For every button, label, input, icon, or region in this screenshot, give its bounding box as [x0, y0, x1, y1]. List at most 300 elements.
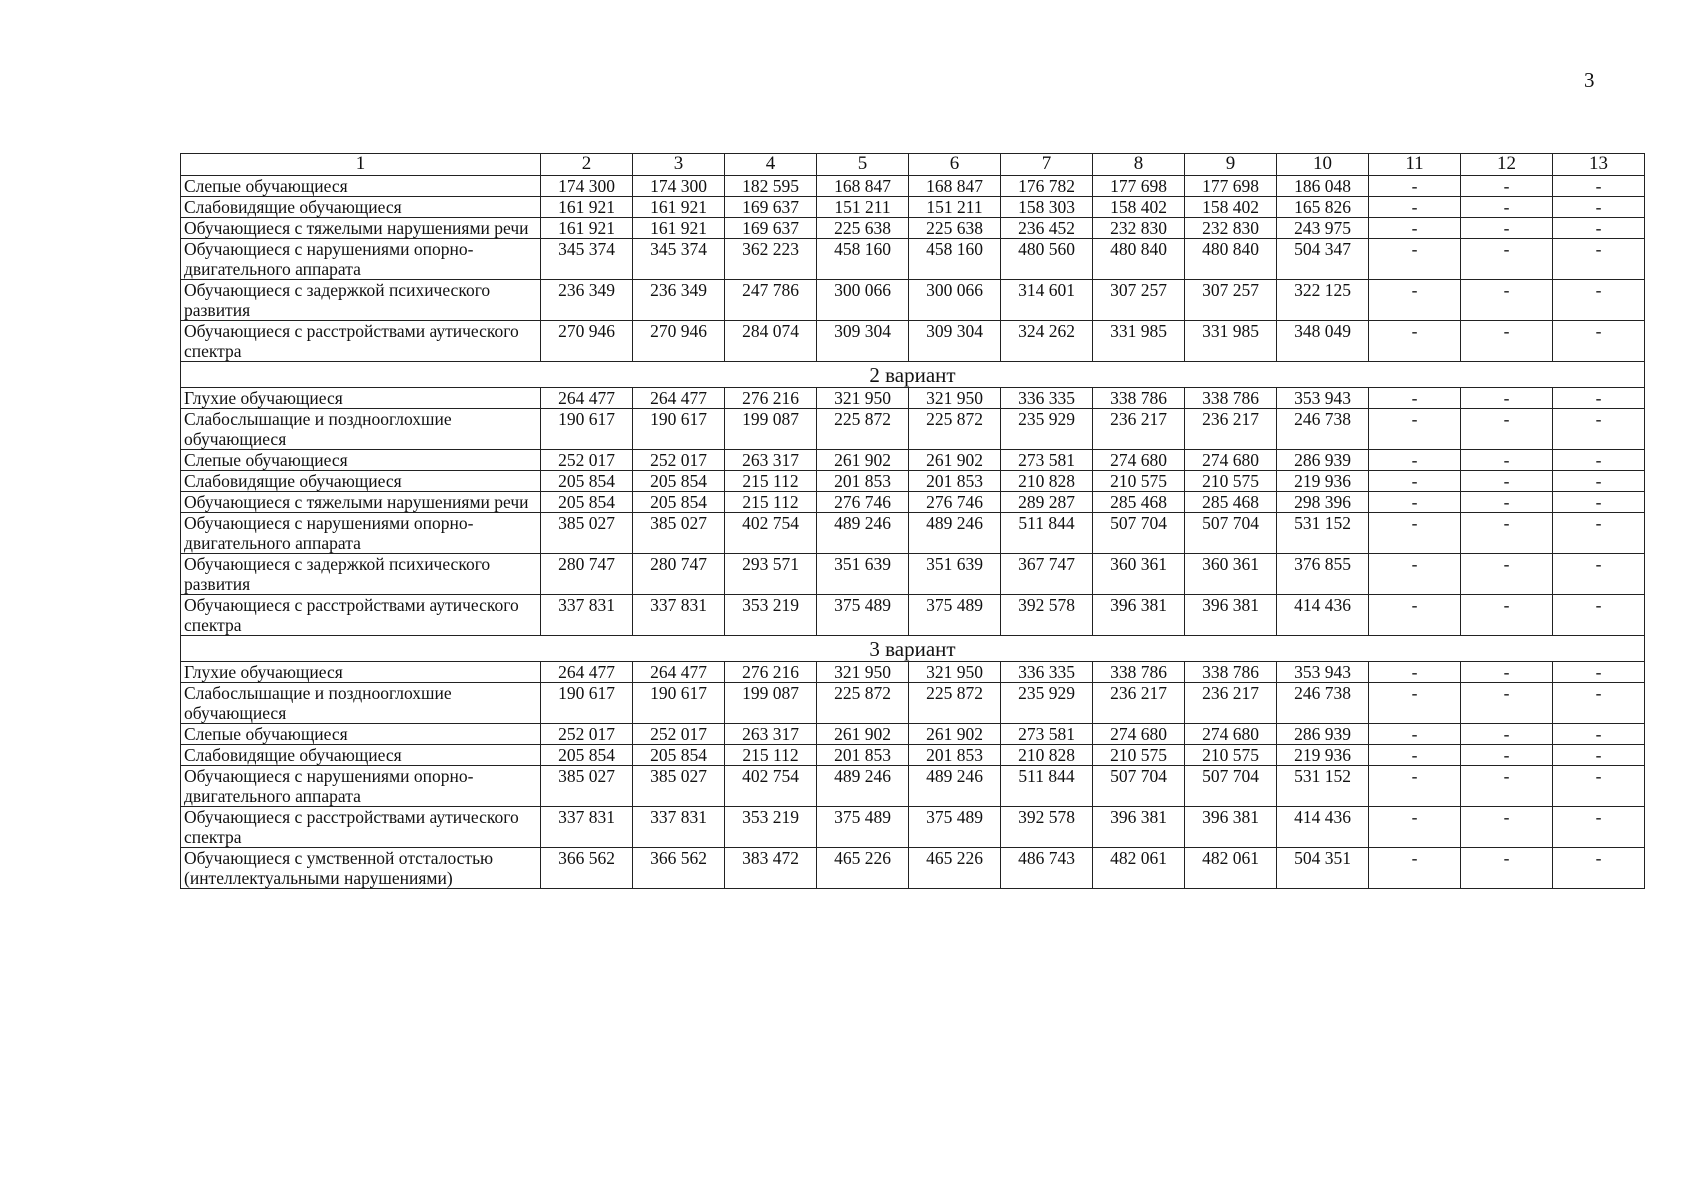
- value-cell: -: [1553, 662, 1645, 683]
- table-row: [181, 683, 1645, 724]
- value-cell: -: [1461, 807, 1553, 848]
- value-cell: 309 304: [817, 321, 909, 362]
- value-cell: -: [1461, 197, 1553, 218]
- value-cell: 531 152: [1277, 513, 1369, 554]
- value-cell: 286 939: [1277, 450, 1369, 471]
- value-cell: 385 027: [541, 766, 633, 807]
- value-cell: 402 754: [725, 513, 817, 554]
- value-cell: -: [1369, 388, 1461, 409]
- table-row: [181, 745, 1645, 766]
- value-cell: -: [1369, 662, 1461, 683]
- value-cell: 252 017: [541, 450, 633, 471]
- value-cell: 276 216: [725, 388, 817, 409]
- value-cell: 375 489: [909, 807, 1001, 848]
- value-cell: 252 017: [541, 724, 633, 745]
- value-cell: 331 985: [1185, 321, 1277, 362]
- value-cell: 225 872: [909, 683, 1001, 724]
- value-cell: 507 704: [1185, 766, 1277, 807]
- value-cell: 300 066: [909, 280, 1001, 321]
- value-cell: 246 738: [1277, 683, 1369, 724]
- table-row: [181, 388, 1645, 409]
- value-cell: -: [1553, 595, 1645, 636]
- funding-table: [180, 153, 1645, 889]
- page-number: 3: [1584, 68, 1595, 92]
- value-cell: 486 743: [1001, 848, 1093, 889]
- value-cell: -: [1369, 848, 1461, 889]
- value-cell: -: [1553, 409, 1645, 450]
- value-cell: -: [1369, 513, 1461, 554]
- value-cell: 151 211: [817, 197, 909, 218]
- value-cell: 482 061: [1093, 848, 1185, 889]
- value-cell: 366 562: [633, 848, 725, 889]
- value-cell: -: [1553, 450, 1645, 471]
- value-cell: 190 617: [633, 683, 725, 724]
- value-cell: 309 304: [909, 321, 1001, 362]
- row-category-name: Слабовидящие обучающиеся: [181, 745, 541, 766]
- row-category-name: Обучающиеся с нарушениями опорно-двигательного аппарата: [181, 513, 541, 554]
- value-cell: 205 854: [541, 492, 633, 513]
- value-cell: -: [1369, 197, 1461, 218]
- value-cell: 252 017: [633, 450, 725, 471]
- table-row: [181, 280, 1645, 321]
- table-row: [181, 766, 1645, 807]
- value-cell: 385 027: [633, 513, 725, 554]
- row-category-name: Обучающиеся с задержкой психического развития: [181, 280, 541, 321]
- value-cell: 293 571: [725, 554, 817, 595]
- value-cell: -: [1461, 683, 1553, 724]
- value-cell: 321 950: [817, 662, 909, 683]
- row-category-name: Обучающиеся с умственной отсталостью (интеллектуальными нарушениями): [181, 848, 541, 889]
- value-cell: 396 381: [1185, 807, 1277, 848]
- section-header-row: [181, 362, 1645, 388]
- value-cell: 235 929: [1001, 683, 1093, 724]
- value-cell: 219 936: [1277, 471, 1369, 492]
- value-cell: 274 680: [1093, 724, 1185, 745]
- row-category-name: Обучающиеся с тяжелыми нарушениями речи: [181, 492, 541, 513]
- value-cell: 205 854: [633, 745, 725, 766]
- value-cell: 274 680: [1185, 724, 1277, 745]
- value-cell: 414 436: [1277, 807, 1369, 848]
- value-cell: 504 351: [1277, 848, 1369, 889]
- header-cell: 13: [1553, 154, 1645, 176]
- value-cell: -: [1461, 745, 1553, 766]
- value-cell: 190 617: [541, 409, 633, 450]
- value-cell: 210 828: [1001, 471, 1093, 492]
- value-cell: -: [1461, 176, 1553, 197]
- value-cell: 396 381: [1185, 595, 1277, 636]
- header-cell: 9: [1185, 154, 1277, 176]
- value-cell: 263 317: [725, 450, 817, 471]
- value-cell: 284 074: [725, 321, 817, 362]
- value-cell: 353 943: [1277, 388, 1369, 409]
- value-cell: 353 219: [725, 595, 817, 636]
- value-cell: -: [1553, 807, 1645, 848]
- value-cell: 396 381: [1093, 595, 1185, 636]
- value-cell: -: [1553, 554, 1645, 595]
- value-cell: 236 217: [1093, 683, 1185, 724]
- value-cell: 321 950: [909, 388, 1001, 409]
- value-cell: 243 975: [1277, 218, 1369, 239]
- value-cell: 225 638: [817, 218, 909, 239]
- value-cell: -: [1369, 554, 1461, 595]
- value-cell: 276 216: [725, 662, 817, 683]
- value-cell: -: [1553, 280, 1645, 321]
- header-row: [181, 154, 1645, 176]
- value-cell: 489 246: [909, 513, 1001, 554]
- value-cell: 402 754: [725, 766, 817, 807]
- table-row: [181, 176, 1645, 197]
- value-cell: -: [1553, 513, 1645, 554]
- value-cell: 337 831: [541, 807, 633, 848]
- table-row: [181, 724, 1645, 745]
- value-cell: 236 349: [541, 280, 633, 321]
- value-cell: 375 489: [909, 595, 1001, 636]
- value-cell: 511 844: [1001, 513, 1093, 554]
- value-cell: -: [1461, 450, 1553, 471]
- value-cell: 161 921: [633, 197, 725, 218]
- value-cell: 480 840: [1093, 239, 1185, 280]
- value-cell: 225 872: [817, 409, 909, 450]
- value-cell: 307 257: [1185, 280, 1277, 321]
- row-category-name: Обучающиеся с нарушениями опорно-двигательного аппарата: [181, 239, 541, 280]
- value-cell: -: [1553, 388, 1645, 409]
- table-header: [181, 154, 1645, 176]
- value-cell: -: [1461, 239, 1553, 280]
- value-cell: -: [1553, 218, 1645, 239]
- value-cell: 236 217: [1185, 409, 1277, 450]
- value-cell: 161 921: [541, 218, 633, 239]
- value-cell: 205 854: [633, 492, 725, 513]
- value-cell: 511 844: [1001, 766, 1093, 807]
- value-cell: 161 921: [541, 197, 633, 218]
- value-cell: -: [1369, 766, 1461, 807]
- value-cell: 199 087: [725, 683, 817, 724]
- value-cell: 338 786: [1185, 662, 1277, 683]
- table-row: [181, 492, 1645, 513]
- row-category-name: Глухие обучающиеся: [181, 388, 541, 409]
- value-cell: -: [1369, 450, 1461, 471]
- value-cell: 270 946: [633, 321, 725, 362]
- value-cell: 158 303: [1001, 197, 1093, 218]
- value-cell: 360 361: [1093, 554, 1185, 595]
- value-cell: 345 374: [541, 239, 633, 280]
- value-cell: 210 575: [1093, 745, 1185, 766]
- value-cell: 274 680: [1185, 450, 1277, 471]
- value-cell: -: [1369, 176, 1461, 197]
- header-cell: 3: [633, 154, 725, 176]
- value-cell: 177 698: [1093, 176, 1185, 197]
- value-cell: 465 226: [909, 848, 1001, 889]
- value-cell: 300 066: [817, 280, 909, 321]
- value-cell: -: [1461, 848, 1553, 889]
- value-cell: 236 217: [1185, 683, 1277, 724]
- value-cell: -: [1369, 492, 1461, 513]
- value-cell: 314 601: [1001, 280, 1093, 321]
- value-cell: 276 746: [817, 492, 909, 513]
- value-cell: 252 017: [633, 724, 725, 745]
- value-cell: 201 853: [817, 745, 909, 766]
- row-category-name: Обучающиеся с расстройствами аутического спектра: [181, 807, 541, 848]
- value-cell: -: [1369, 409, 1461, 450]
- table-row: [181, 848, 1645, 889]
- value-cell: 168 847: [817, 176, 909, 197]
- value-cell: 176 782: [1001, 176, 1093, 197]
- value-cell: 280 747: [541, 554, 633, 595]
- value-cell: -: [1369, 745, 1461, 766]
- value-cell: 263 317: [725, 724, 817, 745]
- section-title: 3 вариант: [181, 636, 1645, 662]
- value-cell: 236 349: [633, 280, 725, 321]
- value-cell: 215 112: [725, 471, 817, 492]
- value-cell: 376 855: [1277, 554, 1369, 595]
- value-cell: -: [1369, 807, 1461, 848]
- value-cell: 215 112: [725, 492, 817, 513]
- value-cell: 366 562: [541, 848, 633, 889]
- table-row: [181, 450, 1645, 471]
- value-cell: 247 786: [725, 280, 817, 321]
- value-cell: 285 468: [1185, 492, 1277, 513]
- value-cell: 331 985: [1093, 321, 1185, 362]
- value-cell: 190 617: [541, 683, 633, 724]
- value-cell: 324 262: [1001, 321, 1093, 362]
- value-cell: 201 853: [909, 471, 1001, 492]
- value-cell: 385 027: [541, 513, 633, 554]
- value-cell: 182 595: [725, 176, 817, 197]
- value-cell: 236 452: [1001, 218, 1093, 239]
- header-cell: 10: [1277, 154, 1369, 176]
- value-cell: 201 853: [909, 745, 1001, 766]
- value-cell: 174 300: [541, 176, 633, 197]
- value-cell: -: [1461, 766, 1553, 807]
- row-category-name: Слабослышащие и позднооглохшие обучающиеся: [181, 683, 541, 724]
- row-category-name: Обучающиеся с расстройствами аутического спектра: [181, 321, 541, 362]
- value-cell: -: [1369, 280, 1461, 321]
- value-cell: 338 786: [1185, 388, 1277, 409]
- value-cell: 174 300: [633, 176, 725, 197]
- value-cell: -: [1553, 683, 1645, 724]
- value-cell: 298 396: [1277, 492, 1369, 513]
- value-cell: -: [1553, 492, 1645, 513]
- row-category-name: Слабовидящие обучающиеся: [181, 197, 541, 218]
- header-cell: 12: [1461, 154, 1553, 176]
- value-cell: 351 639: [909, 554, 1001, 595]
- value-cell: 186 048: [1277, 176, 1369, 197]
- value-cell: -: [1553, 745, 1645, 766]
- value-cell: -: [1461, 280, 1553, 321]
- value-cell: -: [1369, 595, 1461, 636]
- value-cell: -: [1461, 409, 1553, 450]
- value-cell: 489 246: [817, 513, 909, 554]
- value-cell: 168 847: [909, 176, 1001, 197]
- value-cell: -: [1369, 471, 1461, 492]
- table-row: [181, 197, 1645, 218]
- value-cell: -: [1553, 766, 1645, 807]
- value-cell: 225 872: [817, 683, 909, 724]
- value-cell: 232 830: [1093, 218, 1185, 239]
- value-cell: 351 639: [817, 554, 909, 595]
- row-category-name: Обучающиеся с задержкой психического развития: [181, 554, 541, 595]
- header-cell: 4: [725, 154, 817, 176]
- value-cell: 414 436: [1277, 595, 1369, 636]
- value-cell: 392 578: [1001, 595, 1093, 636]
- header-cell: 2: [541, 154, 633, 176]
- value-cell: 336 335: [1001, 662, 1093, 683]
- value-cell: 338 786: [1093, 662, 1185, 683]
- value-cell: 507 704: [1093, 766, 1185, 807]
- value-cell: 353 219: [725, 807, 817, 848]
- value-cell: 225 638: [909, 218, 1001, 239]
- value-cell: 322 125: [1277, 280, 1369, 321]
- value-cell: 165 826: [1277, 197, 1369, 218]
- table-row: [181, 807, 1645, 848]
- header-cell: 11: [1369, 154, 1461, 176]
- value-cell: 480 840: [1185, 239, 1277, 280]
- header-cell: 8: [1093, 154, 1185, 176]
- value-cell: 383 472: [725, 848, 817, 889]
- value-cell: -: [1461, 595, 1553, 636]
- value-cell: -: [1553, 321, 1645, 362]
- value-cell: 274 680: [1093, 450, 1185, 471]
- value-cell: -: [1461, 471, 1553, 492]
- value-cell: 337 831: [633, 807, 725, 848]
- value-cell: 321 950: [817, 388, 909, 409]
- value-cell: -: [1369, 321, 1461, 362]
- value-cell: 151 211: [909, 197, 1001, 218]
- row-category-name: Слабовидящие обучающиеся: [181, 471, 541, 492]
- value-cell: 289 287: [1001, 492, 1093, 513]
- value-cell: 338 786: [1093, 388, 1185, 409]
- table-row: [181, 471, 1645, 492]
- value-cell: 210 575: [1185, 471, 1277, 492]
- row-category-name: Обучающиеся с тяжелыми нарушениями речи: [181, 218, 541, 239]
- value-cell: 210 575: [1093, 471, 1185, 492]
- value-cell: 392 578: [1001, 807, 1093, 848]
- header-cell: 5: [817, 154, 909, 176]
- value-cell: 531 152: [1277, 766, 1369, 807]
- value-cell: 169 637: [725, 197, 817, 218]
- value-cell: -: [1461, 554, 1553, 595]
- value-cell: -: [1369, 239, 1461, 280]
- value-cell: 264 477: [633, 662, 725, 683]
- row-category-name: Слепые обучающиеся: [181, 176, 541, 197]
- value-cell: 286 939: [1277, 724, 1369, 745]
- value-cell: 169 637: [725, 218, 817, 239]
- value-cell: 246 738: [1277, 409, 1369, 450]
- table-row: [181, 218, 1645, 239]
- table-row: [181, 409, 1645, 450]
- value-cell: 261 902: [817, 450, 909, 471]
- value-cell: 215 112: [725, 745, 817, 766]
- value-cell: 367 747: [1001, 554, 1093, 595]
- value-cell: 504 347: [1277, 239, 1369, 280]
- value-cell: -: [1369, 683, 1461, 724]
- value-cell: -: [1553, 197, 1645, 218]
- value-cell: 465 226: [817, 848, 909, 889]
- value-cell: 199 087: [725, 409, 817, 450]
- value-cell: 264 477: [541, 388, 633, 409]
- header-cell: 1: [181, 154, 541, 176]
- value-cell: 210 575: [1185, 745, 1277, 766]
- value-cell: 219 936: [1277, 745, 1369, 766]
- value-cell: 458 160: [817, 239, 909, 280]
- value-cell: -: [1461, 218, 1553, 239]
- table-row: [181, 513, 1645, 554]
- value-cell: 480 560: [1001, 239, 1093, 280]
- value-cell: 360 361: [1185, 554, 1277, 595]
- value-cell: 348 049: [1277, 321, 1369, 362]
- value-cell: 362 223: [725, 239, 817, 280]
- value-cell: 210 828: [1001, 745, 1093, 766]
- value-cell: -: [1461, 513, 1553, 554]
- value-cell: 375 489: [817, 807, 909, 848]
- value-cell: -: [1553, 848, 1645, 889]
- value-cell: 205 854: [541, 471, 633, 492]
- value-cell: 345 374: [633, 239, 725, 280]
- value-cell: 232 830: [1185, 218, 1277, 239]
- table-row: [181, 662, 1645, 683]
- value-cell: -: [1461, 321, 1553, 362]
- value-cell: 264 477: [633, 388, 725, 409]
- value-cell: 396 381: [1093, 807, 1185, 848]
- row-category-name: Слепые обучающиеся: [181, 724, 541, 745]
- value-cell: 205 854: [633, 471, 725, 492]
- value-cell: 285 468: [1093, 492, 1185, 513]
- value-cell: 273 581: [1001, 724, 1093, 745]
- table-body: [181, 176, 1645, 889]
- value-cell: 307 257: [1093, 280, 1185, 321]
- value-cell: 507 704: [1185, 513, 1277, 554]
- row-category-name: Слабослышащие и позднооглохшие обучающиеся: [181, 409, 541, 450]
- header-cell: 6: [909, 154, 1001, 176]
- section-title: 2 вариант: [181, 362, 1645, 388]
- table-row: [181, 554, 1645, 595]
- value-cell: 235 929: [1001, 409, 1093, 450]
- value-cell: -: [1461, 492, 1553, 513]
- value-cell: 280 747: [633, 554, 725, 595]
- value-cell: 337 831: [633, 595, 725, 636]
- value-cell: 353 943: [1277, 662, 1369, 683]
- value-cell: -: [1553, 471, 1645, 492]
- value-cell: 385 027: [633, 766, 725, 807]
- table-row: [181, 321, 1645, 362]
- table-row: [181, 239, 1645, 280]
- value-cell: 336 335: [1001, 388, 1093, 409]
- value-cell: 276 746: [909, 492, 1001, 513]
- row-category-name: Обучающиеся с расстройствами аутического спектра: [181, 595, 541, 636]
- value-cell: 158 402: [1093, 197, 1185, 218]
- value-cell: -: [1553, 724, 1645, 745]
- value-cell: -: [1461, 662, 1553, 683]
- value-cell: -: [1461, 724, 1553, 745]
- value-cell: -: [1369, 724, 1461, 745]
- value-cell: -: [1553, 239, 1645, 280]
- value-cell: 321 950: [909, 662, 1001, 683]
- value-cell: 190 617: [633, 409, 725, 450]
- value-cell: 337 831: [541, 595, 633, 636]
- value-cell: 507 704: [1093, 513, 1185, 554]
- value-cell: 177 698: [1185, 176, 1277, 197]
- value-cell: 482 061: [1185, 848, 1277, 889]
- value-cell: 201 853: [817, 471, 909, 492]
- section-header-row: [181, 636, 1645, 662]
- row-category-name: Слепые обучающиеся: [181, 450, 541, 471]
- value-cell: 261 902: [909, 724, 1001, 745]
- value-cell: 489 246: [817, 766, 909, 807]
- row-category-name: Глухие обучающиеся: [181, 662, 541, 683]
- value-cell: -: [1369, 218, 1461, 239]
- value-cell: -: [1461, 388, 1553, 409]
- value-cell: 375 489: [817, 595, 909, 636]
